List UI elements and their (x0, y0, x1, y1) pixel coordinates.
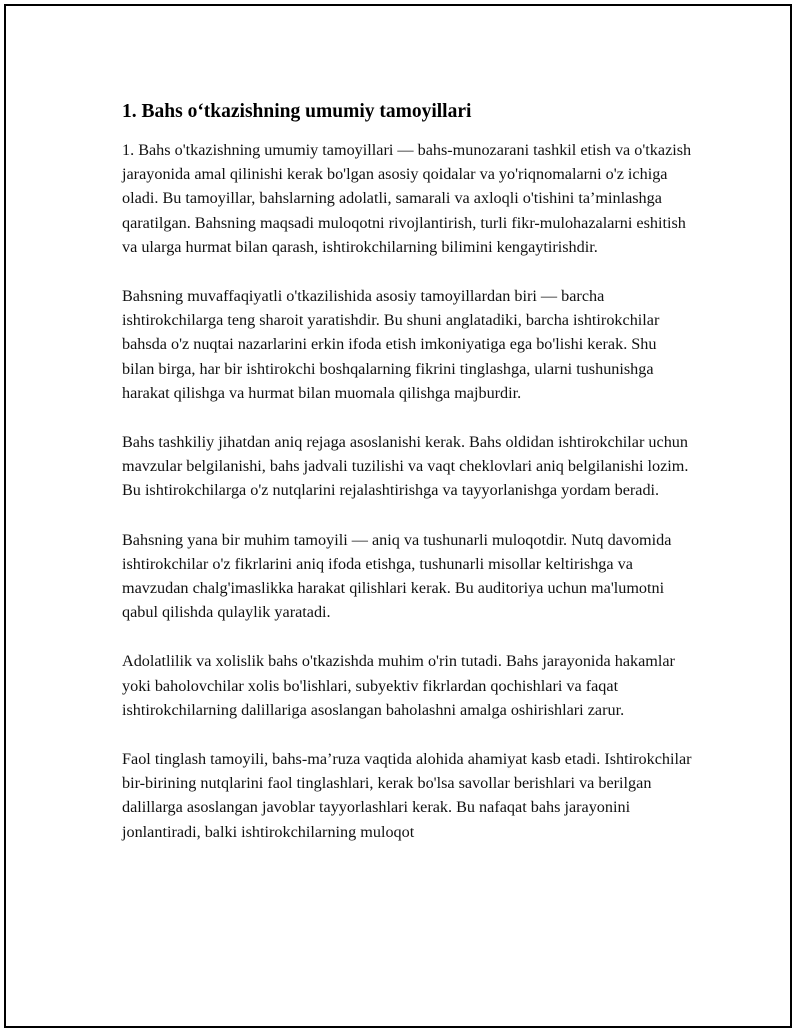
paragraph-6: Faol tinglash tamoyili, bahs-ma’ruza vaqtida alohida ahamiyat kasb etadi. Ishtirokchilar bir-birining nutqlarini faol tinglashlari, kerak bo'lsa savollar berishlari va berilgan dalillarga asoslangan javoblar tayyorlashlari kerak. Bu nafaqat bahs jarayonini jonlantiradi, balki ishtirokchilarning muloqot (122, 750, 692, 841)
paragraph-2: Bahsning muvaffaqiyatli o'tkazilishida asosiy tamoyillardan biri — barcha ishtirokchilarga teng sharoit yaratishdir. Bu shuni anglatadiki, barcha ishtirokchilar bahsda o'z nuqtai nazarlarini erkin ifoda etish imkoniyatiga ega bo'lishi kerak. Shu bilan birga, har bir ishtirokchi boshqalarning fikrini tinglashga, ularni tushunishga harakat qilishga va hurmat bilan muomala qilishga majburdir. (122, 287, 660, 402)
paragraph-4: Bahsning yana bir muhim tamoyili — aniq va tushunarli muloqotdir. Nutq davomida ishtirokchilar o'z fikrlarini aniq ifoda etishga, tushunarli misollar keltirishga va mavzudan chalg'imaslikka harakat qilishlari kerak. Bu auditoriya uchun ma'lumotni qabul qilishda qulaylik yaratadi. (122, 530, 672, 622)
paragraph-5: Adolatlilik va xolislik bahs o'tkazishda muhim o'rin tutadi. Bahs jarayonida hakamlar yoki baholovchilar xolis bo'lishlari, subyektiv fikrlardan qochishlari va faqat ishtirokchilarning dalillariga asoslangan baholashni amalga oshirishlari zarur. (122, 652, 675, 719)
document-body (122, 100, 692, 869)
paragraph-1: 1. Bahs o'tkazishning umumiy tamoyillari — bahs-munozarani tashkil etish va o'tkazish jarayonida amal qilinishi kerak bo'lgan asosiy qoidalar va yo'riqnomalarni o'z ichiga oladi. Bu tamoyillar, bahslarning adolatli, samarali va axloqli o'tishini ta’minlashga qaratilgan. Bahsning maqsadi muloqotni rivojlantirish, turli fikr-mulohazalarni eshitish va ularga hurmat bilan qarash, ishtirokchilarning bilimini kengaytirishdir. (122, 141, 692, 256)
page-frame (4, 4, 792, 1028)
paragraph-3: Bahs tashkiliy jihatdan aniq rejaga asoslanishi kerak. Bahs oldidan ishtirokchilar uchun mavzular belgilanishi, bahs jadvali tuzilishi va vaqt cheklovlari aniq belgilanishi lozim. Bu ishtirokchilarga o'z nutqlarini rejalashtirishga va tayyorlanishga yordam beradi. (122, 433, 689, 500)
section-heading: 1. Bahs o‘tkazishning umumiy tamoyillari (122, 101, 472, 122)
